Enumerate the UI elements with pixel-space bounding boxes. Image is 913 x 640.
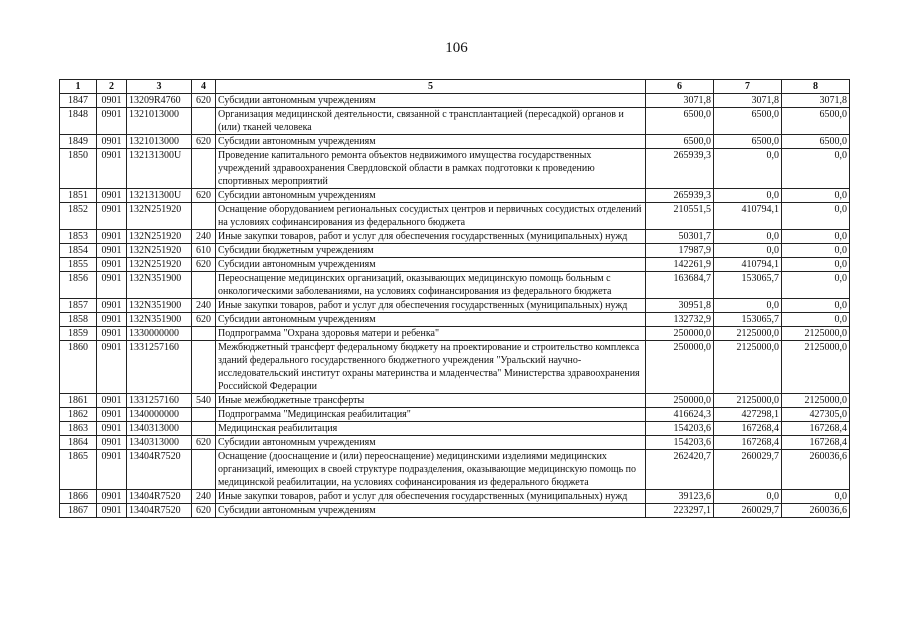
- amount-col-6: 154203,6: [646, 436, 714, 450]
- item-name: Проведение капитального ремонта объектов недвижимого имущества государственных учреждений здравоохранения Свердловской области в рамках подготовки к проведению спортивных мероприятий: [216, 149, 646, 189]
- table-row: [60, 394, 850, 408]
- section-code: 0901: [97, 203, 127, 230]
- item-name: Оснащение оборудованием региональных сосудистых центров и первичных сосудистых отделений на условиях софинансирования из федерального бюджета: [216, 203, 646, 230]
- table-row: [60, 327, 850, 341]
- amount-col-7: 2125000,0: [714, 341, 782, 394]
- item-name: Медицинская реабилитация: [216, 422, 646, 436]
- amount-col-7: 427298,1: [714, 408, 782, 422]
- amount-col-6: 250000,0: [646, 327, 714, 341]
- item-name: Субсидии автономным учреждениям: [216, 504, 646, 518]
- amount-col-6: 6500,0: [646, 135, 714, 149]
- item-name: Субсидии автономным учреждениям: [216, 189, 646, 203]
- row-number: 1861: [60, 394, 97, 408]
- table-row: [60, 108, 850, 135]
- item-name: Иные закупки товаров, работ и услуг для обеспечения государственных (муниципальных) нужд: [216, 490, 646, 504]
- amount-col-6: 210551,5: [646, 203, 714, 230]
- amount-col-7: 153065,7: [714, 272, 782, 299]
- table-row: [60, 272, 850, 299]
- section-code: 0901: [97, 244, 127, 258]
- section-code: 0901: [97, 450, 127, 490]
- amount-col-6: 6500,0: [646, 108, 714, 135]
- amount-col-8: 260036,6: [782, 450, 850, 490]
- amount-col-6: 265939,3: [646, 149, 714, 189]
- section-code: 0901: [97, 490, 127, 504]
- amount-col-6: 17987,9: [646, 244, 714, 258]
- expense-type-code: 610: [192, 244, 216, 258]
- row-number: 1848: [60, 108, 97, 135]
- section-code: 0901: [97, 272, 127, 299]
- row-number: 1854: [60, 244, 97, 258]
- target-article-code: 1331257160: [127, 341, 192, 394]
- expense-type-code: [192, 408, 216, 422]
- item-name: Субсидии автономным учреждениям: [216, 436, 646, 450]
- target-article-code: 132N351900: [127, 299, 192, 313]
- expense-type-code: [192, 108, 216, 135]
- col-header-7: 7: [714, 80, 782, 94]
- amount-col-7: 2125000,0: [714, 394, 782, 408]
- table-row: [60, 135, 850, 149]
- amount-col-7: 0,0: [714, 230, 782, 244]
- expense-type-code: 620: [192, 135, 216, 149]
- target-article-code: 1321013000: [127, 108, 192, 135]
- expense-type-code: [192, 450, 216, 490]
- table-row: [60, 450, 850, 490]
- amount-col-6: 30951,8: [646, 299, 714, 313]
- section-code: 0901: [97, 135, 127, 149]
- section-code: 0901: [97, 436, 127, 450]
- amount-col-7: 260029,7: [714, 450, 782, 490]
- amount-col-6: 3071,8: [646, 94, 714, 108]
- target-article-code: 132131300U: [127, 149, 192, 189]
- col-header-6: 6: [646, 80, 714, 94]
- expense-type-code: 620: [192, 504, 216, 518]
- section-code: 0901: [97, 313, 127, 327]
- expense-type-code: 240: [192, 490, 216, 504]
- expense-type-code: 620: [192, 436, 216, 450]
- amount-col-6: 250000,0: [646, 341, 714, 394]
- amount-col-8: 3071,8: [782, 94, 850, 108]
- row-number: 1867: [60, 504, 97, 518]
- expense-type-code: 240: [192, 299, 216, 313]
- expense-type-code: [192, 341, 216, 394]
- target-article-code: 1340313000: [127, 436, 192, 450]
- amount-col-6: 223297,1: [646, 504, 714, 518]
- target-article-code: 132N251920: [127, 244, 192, 258]
- amount-col-7: 0,0: [714, 299, 782, 313]
- table-header-row: [60, 80, 850, 94]
- amount-col-8: 0,0: [782, 299, 850, 313]
- amount-col-8: 6500,0: [782, 108, 850, 135]
- amount-col-8: 2125000,0: [782, 394, 850, 408]
- table-row: [60, 422, 850, 436]
- target-article-code: 13404R7520: [127, 450, 192, 490]
- amount-col-8: 2125000,0: [782, 327, 850, 341]
- amount-col-7: 6500,0: [714, 108, 782, 135]
- item-name: Субсидии автономным учреждениям: [216, 313, 646, 327]
- amount-col-8: 0,0: [782, 272, 850, 299]
- section-code: 0901: [97, 108, 127, 135]
- amount-col-6: 154203,6: [646, 422, 714, 436]
- row-number: 1851: [60, 189, 97, 203]
- amount-col-8: 0,0: [782, 258, 850, 272]
- table-row: [60, 244, 850, 258]
- amount-col-6: 39123,6: [646, 490, 714, 504]
- row-number: 1863: [60, 422, 97, 436]
- target-article-code: 132N251920: [127, 230, 192, 244]
- section-code: 0901: [97, 327, 127, 341]
- target-article-code: 13209R4760: [127, 94, 192, 108]
- amount-col-8: 167268,4: [782, 422, 850, 436]
- amount-col-7: 0,0: [714, 244, 782, 258]
- table-row: [60, 258, 850, 272]
- row-number: 1850: [60, 149, 97, 189]
- row-number: 1849: [60, 135, 97, 149]
- table-row: [60, 436, 850, 450]
- amount-col-8: 6500,0: [782, 135, 850, 149]
- item-name: Подпрограмма "Медицинская реабилитация": [216, 408, 646, 422]
- amount-col-7: 410794,1: [714, 258, 782, 272]
- amount-col-6: 416624,3: [646, 408, 714, 422]
- section-code: 0901: [97, 504, 127, 518]
- item-name: Иные закупки товаров, работ и услуг для обеспечения государственных (муниципальных) нужд: [216, 299, 646, 313]
- amount-col-6: 250000,0: [646, 394, 714, 408]
- target-article-code: 132N251920: [127, 203, 192, 230]
- item-name: Переоснащение медицинских организаций, оказывающих медицинскую помощь больным с онкологическими заболеваниями, на условиях софинансирования из федерального бюджета: [216, 272, 646, 299]
- amount-col-8: 260036,6: [782, 504, 850, 518]
- target-article-code: 132131300U: [127, 189, 192, 203]
- row-number: 1866: [60, 490, 97, 504]
- amount-col-6: 132732,9: [646, 313, 714, 327]
- item-name: Оснащение (дооснащение и (или) переоснащение) медицинскими изделиями медицинских организаций, имеющих в своей структуре подразделения, оказывающие медицинскую помощь по медицинской реабилитации, на условиях софинансирования из федерального бюджета: [216, 450, 646, 490]
- amount-col-6: 265939,3: [646, 189, 714, 203]
- table-row: [60, 149, 850, 189]
- expense-type-code: 620: [192, 94, 216, 108]
- item-name: Субсидии автономным учреждениям: [216, 135, 646, 149]
- row-number: 1855: [60, 258, 97, 272]
- item-name: Организация медицинской деятельности, связанной с трансплантацией (пересадкой) органов и (или) тканей человека: [216, 108, 646, 135]
- target-article-code: 132N351900: [127, 272, 192, 299]
- expense-type-code: [192, 422, 216, 436]
- section-code: 0901: [97, 341, 127, 394]
- item-name: Межбюджетный трансферт федеральному бюджету на проектирование и строительство комплекса зданий федерального государственного бюджетного учреждения "Уральский научно-исследовательский институт охраны материнства и младенчества" Министерства здравоохранения Российской Федерации: [216, 341, 646, 394]
- table-row: [60, 94, 850, 108]
- section-code: 0901: [97, 422, 127, 436]
- section-code: 0901: [97, 189, 127, 203]
- table-row: [60, 408, 850, 422]
- item-name: Иные закупки товаров, работ и услуг для обеспечения государственных (муниципальных) нужд: [216, 230, 646, 244]
- section-code: 0901: [97, 299, 127, 313]
- row-number: 1847: [60, 94, 97, 108]
- row-number: 1860: [60, 341, 97, 394]
- table-body: [60, 94, 850, 518]
- section-code: 0901: [97, 258, 127, 272]
- amount-col-7: 153065,7: [714, 313, 782, 327]
- expense-type-code: 240: [192, 230, 216, 244]
- row-number: 1858: [60, 313, 97, 327]
- section-code: 0901: [97, 149, 127, 189]
- amount-col-7: 167268,4: [714, 436, 782, 450]
- amount-col-8: 0,0: [782, 149, 850, 189]
- amount-col-8: 167268,4: [782, 436, 850, 450]
- amount-col-7: 410794,1: [714, 203, 782, 230]
- amount-col-8: 0,0: [782, 230, 850, 244]
- expense-type-code: [192, 203, 216, 230]
- amount-col-8: 0,0: [782, 313, 850, 327]
- section-code: 0901: [97, 230, 127, 244]
- target-article-code: 1321013000: [127, 135, 192, 149]
- item-name: Подпрограмма "Охрана здоровья матери и ребенка": [216, 327, 646, 341]
- amount-col-8: 0,0: [782, 203, 850, 230]
- col-header-4: 4: [192, 80, 216, 94]
- amount-col-6: 50301,7: [646, 230, 714, 244]
- amount-col-8: 0,0: [782, 244, 850, 258]
- amount-col-7: 260029,7: [714, 504, 782, 518]
- target-article-code: 132N351900: [127, 313, 192, 327]
- amount-col-6: 163684,7: [646, 272, 714, 299]
- amount-col-6: 142261,9: [646, 258, 714, 272]
- table-row: [60, 490, 850, 504]
- expense-type-code: [192, 149, 216, 189]
- item-name: Субсидии автономным учреждениям: [216, 94, 646, 108]
- amount-col-7: 0,0: [714, 189, 782, 203]
- table-row: [60, 203, 850, 230]
- row-number: 1865: [60, 450, 97, 490]
- table-row: [60, 313, 850, 327]
- target-article-code: 1330000000: [127, 327, 192, 341]
- amount-col-7: 2125000,0: [714, 327, 782, 341]
- expense-type-code: 540: [192, 394, 216, 408]
- page-number: 106: [445, 40, 468, 56]
- amount-col-7: 167268,4: [714, 422, 782, 436]
- expense-type-code: 620: [192, 189, 216, 203]
- amount-col-8: 0,0: [782, 189, 850, 203]
- table-row: [60, 299, 850, 313]
- table-row: [60, 504, 850, 518]
- item-name: Субсидии автономным учреждениям: [216, 258, 646, 272]
- amount-col-7: 0,0: [714, 490, 782, 504]
- section-code: 0901: [97, 394, 127, 408]
- row-number: 1856: [60, 272, 97, 299]
- target-article-code: 1331257160: [127, 394, 192, 408]
- section-code: 0901: [97, 408, 127, 422]
- amount-col-8: 2125000,0: [782, 341, 850, 394]
- expense-type-code: [192, 272, 216, 299]
- col-header-1: 1: [60, 80, 97, 94]
- table-row: [60, 230, 850, 244]
- expense-type-code: [192, 327, 216, 341]
- amount-col-8: 427305,0: [782, 408, 850, 422]
- row-number: 1862: [60, 408, 97, 422]
- target-article-code: 1340000000: [127, 408, 192, 422]
- amount-col-7: 0,0: [714, 149, 782, 189]
- row-number: 1853: [60, 230, 97, 244]
- target-article-code: 13404R7520: [127, 504, 192, 518]
- item-name: Иные межбюджетные трансферты: [216, 394, 646, 408]
- amount-col-6: 262420,7: [646, 450, 714, 490]
- row-number: 1859: [60, 327, 97, 341]
- table-row: [60, 189, 850, 203]
- amount-col-7: 3071,8: [714, 94, 782, 108]
- target-article-code: 1340313000: [127, 422, 192, 436]
- amount-col-7: 6500,0: [714, 135, 782, 149]
- row-number: 1864: [60, 436, 97, 450]
- col-header-8: 8: [782, 80, 850, 94]
- row-number: 1852: [60, 203, 97, 230]
- table-row: [60, 341, 850, 394]
- target-article-code: 13404R7520: [127, 490, 192, 504]
- item-name: Субсидии бюджетным учреждениям: [216, 244, 646, 258]
- col-header-3: 3: [127, 80, 192, 94]
- amount-col-8: 0,0: [782, 490, 850, 504]
- expense-type-code: 620: [192, 313, 216, 327]
- budget-table: [59, 79, 850, 518]
- col-header-5: 5: [216, 80, 646, 94]
- target-article-code: 132N251920: [127, 258, 192, 272]
- expense-type-code: 620: [192, 258, 216, 272]
- section-code: 0901: [97, 94, 127, 108]
- row-number: 1857: [60, 299, 97, 313]
- col-header-2: 2: [97, 80, 127, 94]
